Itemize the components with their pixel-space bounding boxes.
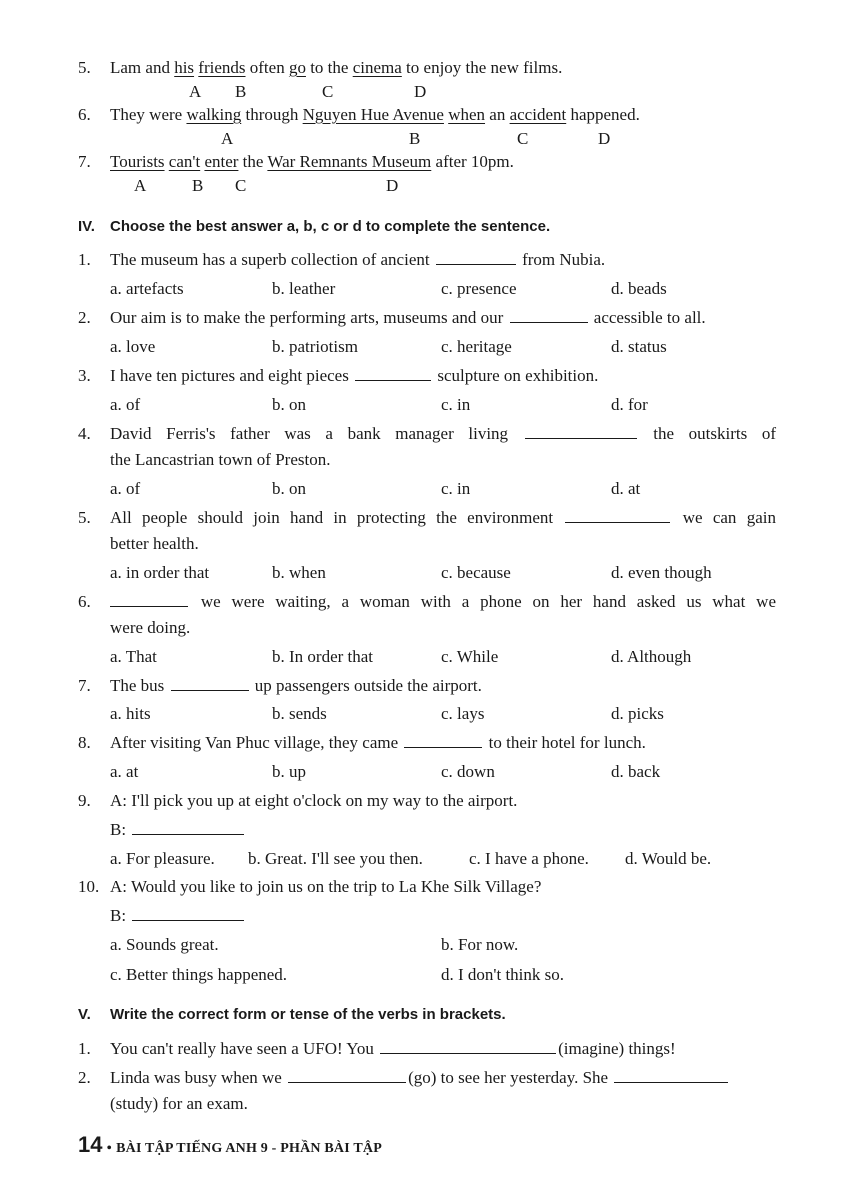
option-d: d. status bbox=[611, 337, 667, 356]
question-number: 9. bbox=[78, 791, 91, 810]
option-a: a. hits bbox=[110, 704, 151, 723]
question-text: Lam and his friends often go to the cinema to enjoy the new films. bbox=[110, 58, 563, 77]
question-text: Tourists can't enter the War Remnants Museum after 10pm. bbox=[110, 152, 514, 171]
question-text-continued: (study) for an exam. bbox=[110, 1094, 248, 1113]
answer-blank bbox=[525, 424, 637, 439]
option-a: a. of bbox=[110, 395, 141, 414]
option-c: c. in bbox=[441, 395, 471, 414]
section-number: IV. bbox=[78, 218, 95, 235]
option-d: d. back bbox=[611, 762, 661, 781]
answer-blank bbox=[288, 1068, 406, 1083]
question-text-continued: were doing. bbox=[110, 618, 191, 637]
option-label-a: A bbox=[189, 82, 202, 101]
answer-blank bbox=[132, 906, 244, 921]
option-a: a. in order that bbox=[110, 563, 210, 582]
question-number: 4. bbox=[78, 424, 91, 443]
option-c: c. lays bbox=[441, 704, 485, 723]
question-text: Linda was busy when we (go) to see her yesterday. She bbox=[110, 1068, 730, 1088]
option-b: b. on bbox=[272, 479, 306, 498]
question-number: 10. bbox=[78, 877, 100, 896]
question-number: 6. bbox=[78, 592, 91, 611]
question-number: 7. bbox=[78, 152, 91, 171]
question-number: 7. bbox=[78, 676, 91, 695]
question-text: The museum has a superb collection of ancient from Nubia. bbox=[110, 250, 606, 269]
answer-blank bbox=[355, 366, 431, 381]
section-title: Choose the best answer a, b, c or d to complete the sentence. bbox=[110, 218, 551, 235]
book-title: BÀI TẬP TIẾNG ANH 9 - PHẦN BÀI TẬP bbox=[116, 1141, 382, 1156]
question-number: 5. bbox=[78, 58, 91, 77]
option-d: d. at bbox=[611, 479, 641, 498]
question-text: After visiting Van Phuc village, they came to their hotel for lunch. bbox=[110, 733, 646, 752]
question-text: A: I'll pick you up at eight o'clock on my way to the airport. bbox=[110, 791, 518, 810]
option-c: c. in bbox=[441, 479, 471, 498]
option-c: c. because bbox=[441, 563, 511, 582]
option-label-c: C bbox=[322, 82, 334, 101]
option-b: b. Great. I'll see you then. bbox=[248, 849, 423, 868]
option-c: c. presence bbox=[441, 279, 517, 298]
page-footer bbox=[78, 1132, 382, 1158]
question-number: 2. bbox=[78, 308, 91, 327]
option-label-a: A bbox=[134, 176, 147, 195]
option-b: b. In order that bbox=[272, 647, 374, 666]
option-label-d: D bbox=[386, 176, 399, 195]
answer-blank bbox=[404, 733, 482, 748]
option-b: b. on bbox=[272, 395, 306, 414]
question-text: Our aim is to make the performing arts, museums and our accessible to all. bbox=[110, 308, 706, 327]
section-number: V. bbox=[78, 1006, 91, 1023]
option-label-a: A bbox=[221, 129, 234, 148]
option-a: a. That bbox=[110, 647, 157, 666]
section-title: Write the correct form or tense of the verbs in brackets. bbox=[110, 1006, 506, 1023]
option-a: a. Sounds great. bbox=[110, 935, 219, 954]
option-label-b: B bbox=[192, 176, 204, 195]
speaker-b-label: B: bbox=[110, 906, 131, 925]
question-text: A: Would you like to join us on the trip to La Khe Silk Village? bbox=[110, 877, 542, 896]
option-label-b: B bbox=[235, 82, 247, 101]
option-a: a. love bbox=[110, 337, 156, 356]
option-c: c. heritage bbox=[441, 337, 512, 356]
option-c: c. Better things happened. bbox=[110, 965, 288, 984]
option-d: d. picks bbox=[611, 704, 664, 723]
question-number: 2. bbox=[78, 1068, 91, 1087]
option-b: b. For now. bbox=[441, 935, 519, 954]
page-number: 14 bbox=[78, 1132, 103, 1157]
option-b: b. sends bbox=[272, 704, 327, 723]
question-text-continued: better health. bbox=[110, 534, 199, 553]
question-number: 1. bbox=[78, 1039, 91, 1058]
answer-blank bbox=[614, 1068, 728, 1083]
option-c: c. I have a phone. bbox=[469, 849, 589, 868]
answer-blank bbox=[171, 676, 249, 691]
option-a: a. artefacts bbox=[110, 279, 184, 298]
question-number: 3. bbox=[78, 366, 91, 385]
option-a: a. at bbox=[110, 762, 139, 781]
question-text-continued: the Lancastrian town of Preston. bbox=[110, 450, 331, 469]
option-label-d: D bbox=[414, 82, 427, 101]
question-text: I have ten pictures and eight pieces sculpture on exhibition. bbox=[110, 366, 599, 385]
option-b: b. up bbox=[272, 762, 306, 781]
option-label-d: D bbox=[598, 129, 611, 148]
question-text: They were walking through Nguyen Hue Avenue when an accident happened. bbox=[110, 105, 640, 124]
speaker-b-label: B: bbox=[110, 820, 131, 839]
answer-blank bbox=[510, 308, 588, 323]
option-d: d. I don't think so. bbox=[441, 965, 565, 984]
option-label-c: C bbox=[235, 176, 247, 195]
question-text: All people should join hand in protecting the environment we can gain bbox=[110, 508, 777, 527]
answer-blank bbox=[380, 1039, 556, 1054]
answer-blank bbox=[110, 592, 188, 607]
question-text: we were waiting, a woman with a phone on her hand asked us what we bbox=[110, 592, 776, 612]
answer-blank bbox=[436, 250, 516, 265]
option-d: d. beads bbox=[611, 279, 667, 298]
option-d: d. even though bbox=[611, 563, 712, 582]
option-c: c. down bbox=[441, 762, 495, 781]
option-b: b. patriotism bbox=[272, 337, 358, 356]
option-d: d. for bbox=[611, 395, 648, 414]
option-d: d. Would be. bbox=[625, 849, 712, 868]
footer-bullet: • bbox=[106, 1141, 112, 1156]
option-c: c. While bbox=[441, 647, 499, 666]
option-label-b: B bbox=[409, 129, 421, 148]
question-number: 6. bbox=[78, 105, 91, 124]
option-label-c: C bbox=[517, 129, 529, 148]
question-text: You can't really have seen a UFO! You (imagine) things! bbox=[110, 1039, 676, 1058]
question-number: 8. bbox=[78, 733, 91, 752]
option-b: b. leather bbox=[272, 279, 336, 298]
question-number: 5. bbox=[78, 508, 91, 527]
option-a: a. of bbox=[110, 479, 141, 498]
question-number: 1. bbox=[78, 250, 91, 269]
question-text: The bus up passengers outside the airport. bbox=[110, 676, 482, 695]
question-text: David Ferris's father was a bank manager living the outskirts of bbox=[110, 424, 776, 443]
option-d: d. Although bbox=[611, 647, 692, 666]
answer-blank bbox=[132, 820, 244, 835]
option-a: a. For pleasure. bbox=[110, 849, 215, 868]
option-b: b. when bbox=[272, 563, 326, 582]
answer-blank bbox=[565, 508, 670, 523]
